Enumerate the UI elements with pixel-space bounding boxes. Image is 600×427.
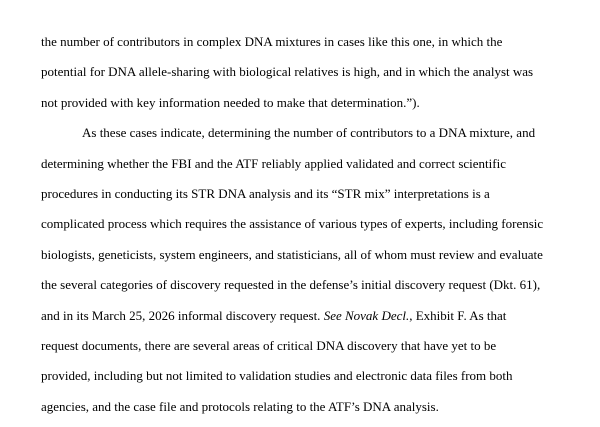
text-line: biologists, geneticists, system engineers, and statisticians, all of whom must review and evaluate: [41, 246, 543, 262]
text-segment: and in its March 25, 2026 informal discovery request.: [41, 307, 324, 323]
text-line: complicated process which requires the assistance of various types of experts, including forensic: [41, 216, 544, 232]
paragraph-first-line: As these cases indicate, determining the number of contributors to a DNA mixture, and: [82, 125, 536, 141]
text-line: determining whether the FBI and the ATF reliably applied validated and correct scientific: [41, 155, 506, 171]
italic-citation: See Novak Decl.: [323, 307, 410, 323]
document-page: [41, 32, 561, 427]
text-line: not provided with key information needed to make that determination.”).: [41, 94, 420, 110]
text-line: agencies, and the case file and protocols relating to the ATF’s DNA analysis.: [41, 398, 439, 414]
text-segment: , Exhibit F. As that: [409, 307, 507, 323]
text-line-with-citation: [41, 306, 561, 336]
text-line: request documents, there are several areas of critical DNA discovery that have yet to be: [41, 337, 497, 353]
text-line: the number of contributors in complex DNA mixtures in cases like this one, in which the: [41, 34, 503, 49]
text-line: provided, including but not limited to validation studies and electronic data files from both: [41, 368, 513, 384]
text-line: potential for DNA allele-sharing with biological relatives is high, and in which the analyst was: [41, 64, 534, 80]
text-line: the several categories of discovery requested in the defense’s initial discovery request (Dkt. 61),: [41, 277, 541, 293]
text-line: procedures in conducting its STR DNA analysis and its “STR mix” interpretations is a: [41, 185, 490, 201]
